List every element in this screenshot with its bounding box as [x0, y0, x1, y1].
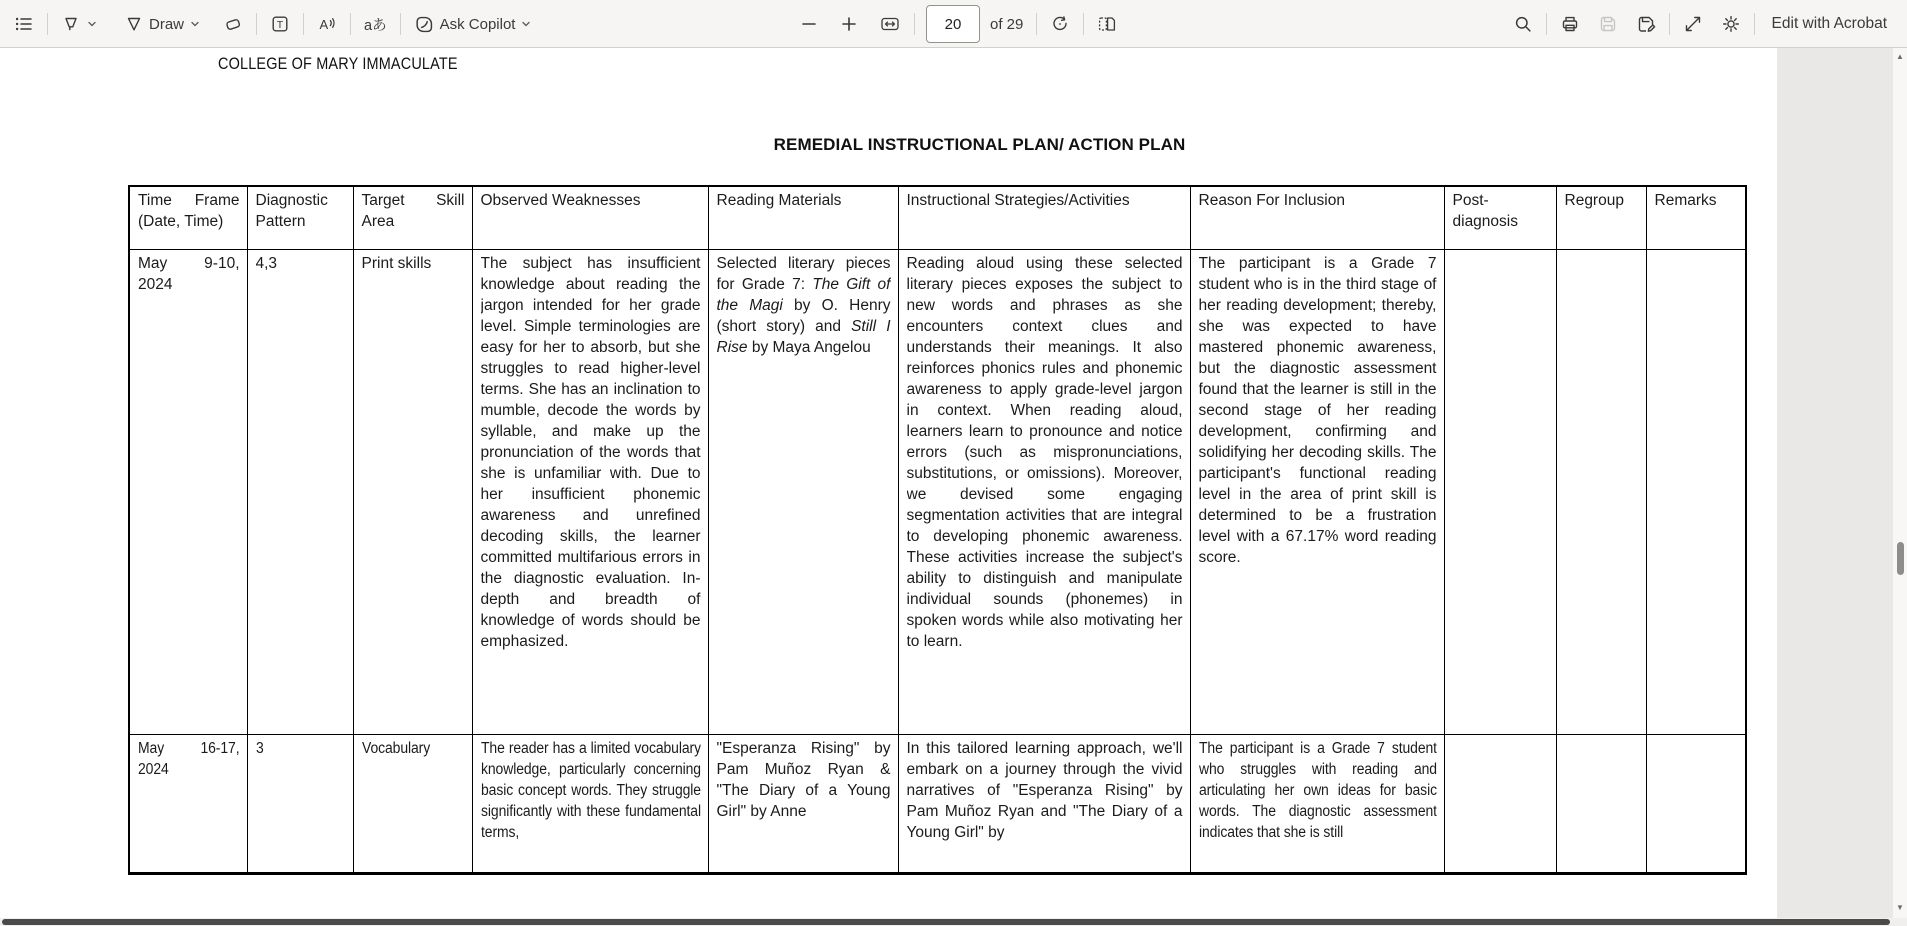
toolbar-divider [256, 13, 257, 35]
vertical-scrollbar[interactable] [1893, 48, 1907, 918]
print-button[interactable] [1554, 9, 1586, 39]
toolbar-divider [1036, 13, 1037, 35]
chevron-down-icon [86, 18, 98, 30]
eraser-icon [223, 14, 243, 34]
cell-observed-weaknesses: The subject has insufficient knowledge about reading the jargon intended for her grade level. Simple terminologies are easy for her to absorb, but she struggles to read higher-level terms. She has an inclination to mumble, decode the words by syllable, and make up the pronunciation of the words that she is unfamiliar with. Due to her insufficient phonemic awareness and unrefined decoding skills, the learner committed multifarious errors in the diagnostic evaluation. In-depth and breadth of knowledge of words should be emphasized. [472, 249, 708, 734]
cell-diagnostic-pattern: 4,3 [247, 249, 353, 734]
cell-time-frame: May 9-10, 2024 [129, 249, 247, 734]
plus-icon [839, 14, 859, 34]
cell-reading-materials: Selected literary pieces for Grade 7: The Gift of the Magi by O. Henry (short story) and Still I Rise by Maya Angelou [708, 249, 898, 734]
table-of-contents-icon [14, 14, 34, 34]
header-reason-for-inclusion: Reason For Inclusion [1190, 186, 1444, 249]
table-of-contents-button[interactable] [8, 9, 40, 39]
rotate-icon [1050, 14, 1070, 34]
cell-regroup [1556, 734, 1646, 873]
horizontal-scrollbar[interactable] [0, 918, 1907, 926]
cell-instructional-strategies: Reading aloud using these selected literary pieces exposes the subject to new words and phrases as she encounters context clues and understands their meanings. It also reinforces phonics rules and phonemic awareness to apply grade-level jargon in context. When reading aloud, learners learn to pronounce and notice errors (such as mispronunciations, substitutions, or omissions). Moreover, we devised some engaging segmentation activities that are integral to developing phonemic awareness. These activities increase the subject's ability to distinguish and manipulate individual sounds (phonemes) in spoken words while also motivating her to learn. [898, 249, 1190, 734]
header-observed-weaknesses: Observed Weaknesses [472, 186, 708, 249]
page-view-icon [1097, 14, 1117, 34]
cell-diagnostic-pattern: 3 [247, 734, 353, 873]
save-icon [1598, 14, 1618, 34]
table-row [129, 249, 1746, 734]
draw-button[interactable] [118, 9, 207, 39]
header-time-frame: Time Frame (Date, Time) [129, 186, 247, 249]
toolbar-divider [914, 13, 915, 35]
document-title: REMEDIAL INSTRUCTIONAL PLAN/ ACTION PLAN [773, 135, 1186, 154]
copilot-icon [414, 14, 435, 35]
cell-reason-for-inclusion: The participant is a Grade 7 student who struggles with reading and articulating her own ideas for basic words. The diagnostic assessment indicates that she is still [1190, 734, 1444, 873]
draw-pen-icon [124, 14, 144, 34]
header-remarks: Remarks [1646, 186, 1746, 249]
read-aloud-icon [317, 14, 337, 34]
ask-copilot-label: Ask Copilot [439, 15, 516, 33]
toolbar-divider [47, 13, 48, 35]
save-as-button[interactable] [1630, 9, 1662, 39]
document-letterhead: COLLEGE OF MARY IMMACULATE [218, 54, 458, 73]
header-reading-materials: Reading Materials [708, 186, 898, 249]
toolbar-divider [350, 13, 351, 35]
toolbar-divider [1546, 13, 1547, 35]
fit-width-icon [879, 14, 901, 34]
remedial-plan-table [128, 185, 1747, 875]
vertical-scrollbar-thumb[interactable] [1897, 542, 1904, 575]
scroll-up-icon[interactable]: ▲ [1896, 52, 1904, 61]
minus-icon [799, 14, 819, 34]
horizontal-scrollbar-thumb[interactable] [2, 919, 1890, 925]
translate-icon: aあ [364, 17, 387, 34]
scroll-down-icon[interactable]: ▼ [1896, 903, 1904, 912]
edit-with-acrobat-button[interactable] [1762, 10, 1893, 38]
text-box-icon [270, 14, 290, 34]
toolbar-divider [400, 13, 401, 35]
translate-button[interactable] [358, 9, 393, 40]
page-view-button[interactable] [1091, 9, 1123, 39]
save-as-icon [1636, 14, 1656, 34]
svg-text:T: T [276, 18, 284, 31]
fit-to-width-button[interactable] [873, 9, 907, 39]
search-button[interactable] [1507, 9, 1539, 39]
page-total-label: of 29 [990, 15, 1024, 33]
document-page [0, 48, 1777, 918]
table-row [129, 734, 1746, 873]
page-number-input[interactable] [926, 5, 980, 43]
header-regroup: Regroup [1556, 186, 1646, 249]
read-aloud-button[interactable] [311, 9, 343, 39]
cell-post-diagnosis [1444, 249, 1556, 734]
toolbar-divider [1669, 13, 1670, 35]
toolbar-divider [1083, 13, 1084, 35]
header-instructional-strategies: Instructional Strategies/Activities [898, 186, 1190, 249]
edit-with-acrobat-label: Edit with Acrobat [1771, 15, 1887, 32]
erase-button[interactable] [217, 9, 249, 39]
highlighter-icon [61, 14, 81, 34]
header-post-diagnosis: Post-diagnosis [1444, 186, 1556, 249]
cell-remarks [1646, 734, 1746, 873]
chevron-down-icon [189, 18, 201, 30]
highlight-button[interactable] [55, 9, 104, 39]
search-icon [1513, 14, 1533, 34]
cell-reading-materials: "Esperanza Rising" by Pam Muñoz Ryan & "The Diary of a Young Girl" by Anne [708, 734, 898, 873]
cell-time-frame: May 16-17, 2024 [129, 734, 247, 873]
pdf-toolbar [0, 0, 1907, 48]
toolbar-divider [1754, 13, 1755, 35]
expand-icon [1683, 14, 1703, 34]
pdf-viewer [0, 48, 1893, 918]
cell-post-diagnosis [1444, 734, 1556, 873]
cell-reason-for-inclusion: The participant is a Grade 7 student who is in the third stage of her reading development; thereby, she was expected to have mastered phonemic awareness, but the diagnostic assessment found that the learner is still in the second stage of her reading development, confirming and solidifying her decoding skills. The participant's functional reading level in the area of print skill is determined to be a frustration level with a 67.17% word reading score. [1190, 249, 1444, 734]
zoom-out-button[interactable] [793, 9, 825, 39]
table-header-row [129, 186, 1746, 249]
cell-target-skill-area: Vocabulary [353, 734, 472, 873]
cell-remarks [1646, 249, 1746, 734]
rotate-button[interactable] [1044, 9, 1076, 39]
header-target-skill-area: Target Skill Area [353, 186, 472, 249]
svg-text:A: A [319, 17, 329, 32]
draw-label: Draw [149, 15, 185, 33]
fullscreen-button[interactable] [1677, 9, 1709, 39]
add-text-button[interactable] [264, 9, 296, 39]
toolbar-divider [303, 13, 304, 35]
cell-regroup [1556, 249, 1646, 734]
save-button[interactable] [1592, 9, 1624, 39]
zoom-in-button[interactable] [833, 9, 865, 39]
ask-copilot-button[interactable] [408, 9, 539, 40]
print-icon [1560, 14, 1580, 34]
cell-instructional-strategies: In this tailored learning approach, we'll embark on a journey through the vivid narratives of "Esperanza Rising" by Pam Muñoz Ryan and "The Diary of a Young Girl" by [898, 734, 1190, 873]
settings-button[interactable] [1715, 9, 1747, 39]
cell-observed-weaknesses: The reader has a limited vocabulary knowledge, particularly concerning basic concept words. They struggle significantly with these fundamental terms, [472, 734, 708, 873]
header-diagnostic-pattern: Diagnostic Pattern [247, 186, 353, 249]
gear-icon [1721, 14, 1741, 34]
cell-target-skill-area: Print skills [353, 249, 472, 734]
chevron-down-icon [520, 18, 532, 30]
